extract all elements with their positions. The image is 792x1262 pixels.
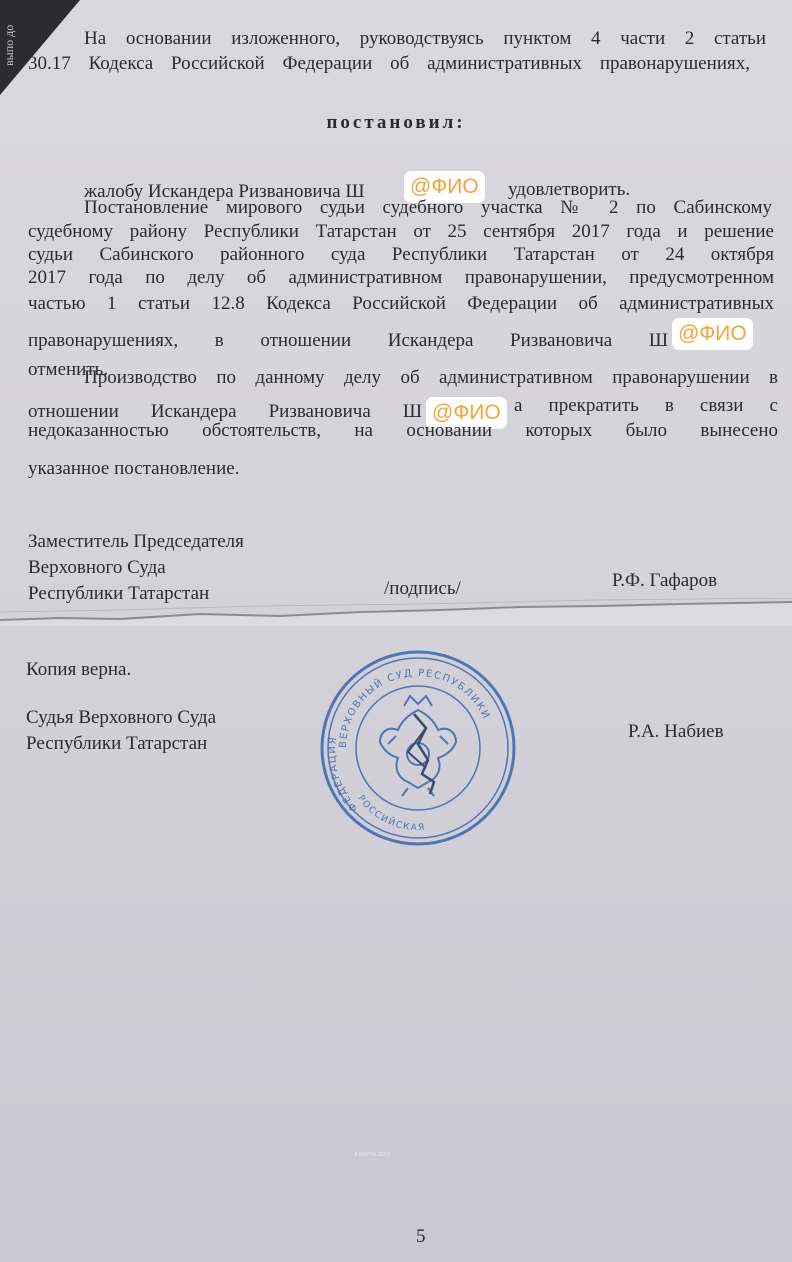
handwritten-signature xyxy=(414,714,434,794)
copy-title-2: Республики Татарстан xyxy=(26,733,208,754)
seal-text-left: ФЕДЕРАЦИЯ xyxy=(326,735,361,814)
p3-line-2a: отношении Искандера Ризвановича Ш xyxy=(28,401,422,422)
p3-line-1: Производство по данному делу об административном правонарушении в xyxy=(84,367,778,388)
sig1-title-2: Верховного Суда xyxy=(28,557,166,578)
redaction-fio-3: @ФИО xyxy=(426,397,507,429)
intro-line-2: 30.17 Кодекса Российской Федерации об административных правонарушениях, xyxy=(28,53,750,74)
seal-text-bottom: РОССИЙСКАЯ xyxy=(355,793,427,834)
heading-postanovil: постановил: xyxy=(326,112,466,133)
p2-line-6: правонарушениях, в отношении Искандера Ризвановича Ш xyxy=(28,330,668,351)
p1-before: жалобу Искандера Ризвановича Ш xyxy=(84,181,365,202)
p3-line-2b: а прекратить в связи с xyxy=(514,395,778,416)
page-number: 5 xyxy=(416,1226,426,1247)
watermark: ©МАРТА 2007 xyxy=(354,1152,391,1158)
copy-title-1: Судья Верховного Суда xyxy=(26,707,217,728)
p3-line-4: указанное постановление. xyxy=(28,458,240,479)
redaction-fio-1: @ФИО xyxy=(404,171,485,203)
p2-line-3: судьи Сабинского районного суда Республики Татарстан от 24 октября xyxy=(28,244,774,265)
court-seal-icon xyxy=(318,648,518,848)
p2-line-5: частью 1 статьи 12.8 Кодекса Российской Федерации об административных xyxy=(28,293,774,314)
p2-line-1: Постановление мирового судьи судебного участка № 2 по Сабинскому xyxy=(84,197,772,218)
corner-text: выпо до xyxy=(2,24,16,66)
copy-name: Р.А. Набиев xyxy=(628,721,724,742)
p2-line-7: отменить. xyxy=(28,359,109,380)
p2-line-2: судебному району Республики Татарстан от 25 сентября 2017 года и решение xyxy=(28,221,774,242)
paper-tear-edge xyxy=(0,598,792,626)
p3-line-3: недоказанностью обстоятельств, на основании которых было вынесено xyxy=(28,420,778,441)
p2-line-4: 2017 года по делу об административном правонарушении, предусмотренном xyxy=(28,267,774,288)
sig1-title-3: Республики Татарстан xyxy=(28,583,210,604)
svg-text:ВЕРХОВНЫЙ СУД РЕСПУБЛИКИ xyxy=(338,668,492,748)
intro-line-1: На основании изложенного, руководствуясь пунктом 4 части 2 статьи xyxy=(84,28,766,49)
redaction-fio-2: @ФИО xyxy=(672,318,753,350)
seal-text-top: ВЕРХОВНЫЙ СУД РЕСПУБЛИКИ xyxy=(337,667,492,749)
sig1-title-1: Заместитель Председателя xyxy=(28,531,244,552)
sig1-name: Р.Ф. Гафаров xyxy=(612,570,718,591)
sig1-signature: /подпись/ xyxy=(384,578,461,599)
copy-label: Копия верна. xyxy=(26,659,132,680)
p1-after: удовлетворить. xyxy=(508,179,631,200)
